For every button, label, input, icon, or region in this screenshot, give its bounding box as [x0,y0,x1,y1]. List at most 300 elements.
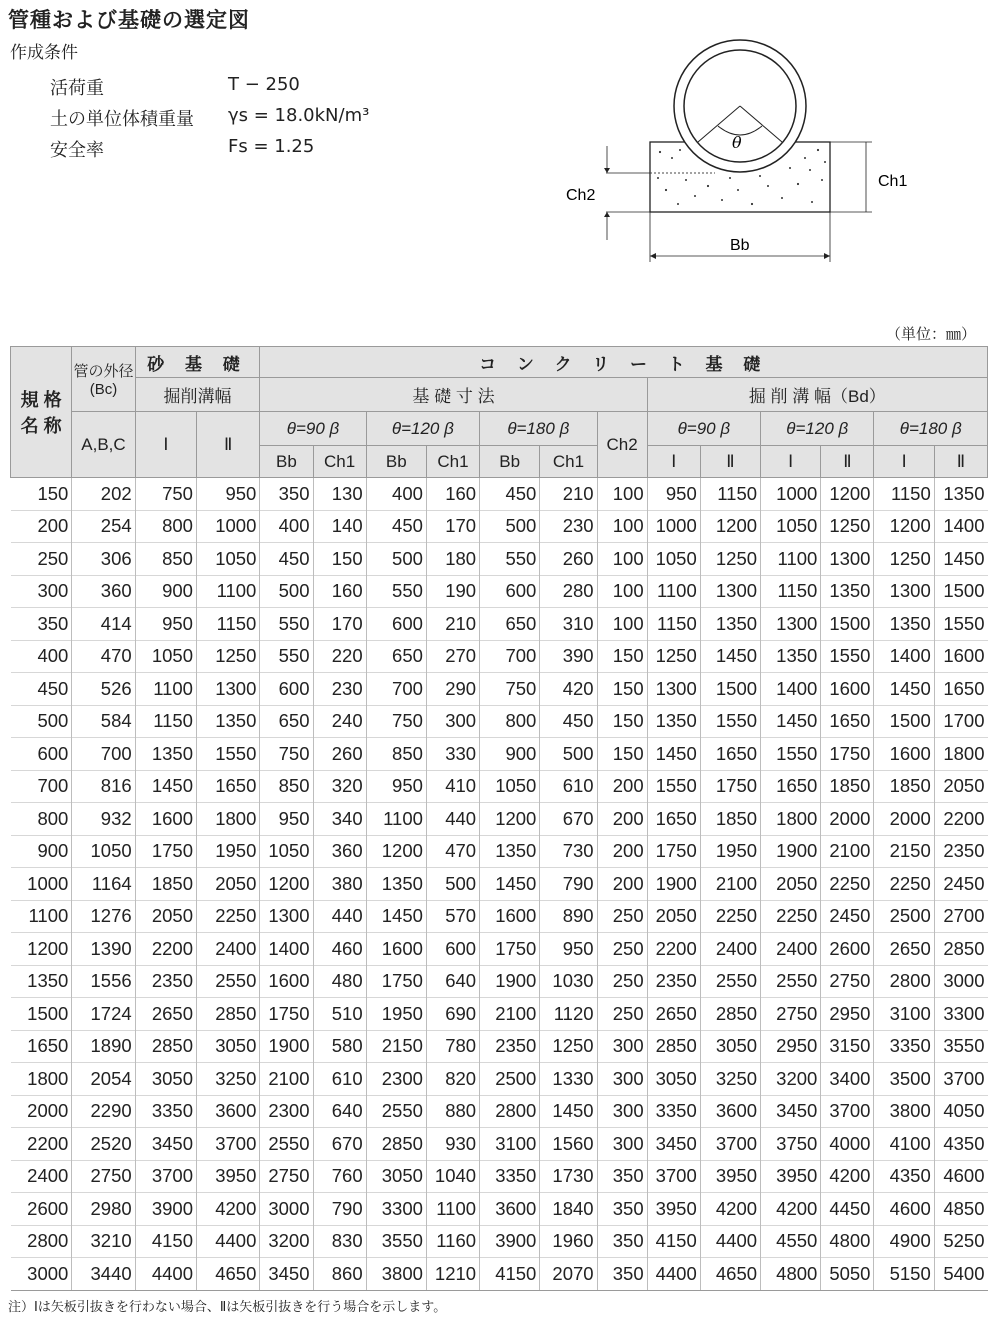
table-cell: 3050 [196,1030,259,1063]
table-cell: 390 [540,640,597,673]
table-cell: 240 [313,705,366,738]
table-cell: 450 [11,673,72,706]
table-cell: 4200 [821,1160,874,1193]
header-bd-theta180: θ=180 β [874,412,988,446]
table-cell: 790 [540,868,597,901]
table-cell: 3550 [934,1030,987,1063]
table-cell: 2850 [196,998,259,1031]
condition-label-unit-weight: 土の単位体積重量 [50,109,194,130]
table-cell: 2400 [700,933,760,966]
table-row [11,900,988,933]
table-cell: 280 [540,575,597,608]
table-row [11,1128,988,1161]
table-cell: 1150 [135,705,196,738]
table-cell: 850 [135,543,196,576]
header-sand-i: Ⅰ [135,412,196,478]
table-row [11,705,988,738]
table-cell: 4600 [934,1160,987,1193]
table-cell: 550 [260,640,313,673]
table-cell: 3400 [821,1063,874,1096]
table-cell: 700 [480,640,540,673]
table-cell: 1850 [821,770,874,803]
table-cell: 1150 [196,608,259,641]
header-bd-90-ii: Ⅱ [700,446,760,478]
table-cell: 400 [366,478,426,511]
table-row [11,770,988,803]
table-cell: 1300 [260,900,313,933]
table-cell: 1750 [821,738,874,771]
table-cell: 1300 [196,673,259,706]
table-cell: 4200 [700,1193,760,1226]
table-cell: 1050 [196,543,259,576]
table-cell: 1700 [934,705,987,738]
header-sand-foundation: 砂 基 礎 [135,347,260,378]
table-cell: 950 [135,608,196,641]
table-cell: 2100 [821,835,874,868]
table-cell: 1600 [480,900,540,933]
table-cell: 1900 [647,868,700,901]
table-cell: 4150 [647,1225,700,1258]
table-cell: 190 [426,575,479,608]
conditions-heading: 作成条件 [10,43,78,63]
table-cell: 3000 [934,965,987,998]
table-cell: 3800 [366,1258,426,1291]
table-cell: 3350 [135,1095,196,1128]
table-cell: 1100 [647,575,700,608]
table-cell: 1400 [761,673,821,706]
table-cell: 210 [426,608,479,641]
table-cell: 4450 [821,1193,874,1226]
table-row [11,1030,988,1063]
table-cell: 1550 [196,738,259,771]
table-cell: 1550 [934,608,987,641]
table-cell: 250 [597,965,647,998]
table-cell: 1250 [874,543,934,576]
table-cell: 3900 [480,1225,540,1258]
foundation-cross-section-diagram [560,40,908,270]
table-cell: 210 [540,478,597,511]
table-cell: 1650 [821,705,874,738]
header-ch1-120: Ch1 [426,446,479,478]
table-cell: 1100 [11,900,72,933]
table-cell: 2050 [135,900,196,933]
table-cell: 1800 [761,803,821,836]
table-cell: 760 [313,1160,366,1193]
table-cell: 500 [366,543,426,576]
table-cell: 300 [597,1030,647,1063]
table-cell: 2650 [647,998,700,1031]
table-cell: 2950 [821,998,874,1031]
table-cell: 950 [196,478,259,511]
table-cell: 2550 [196,965,259,998]
table-cell: 1250 [196,640,259,673]
table-row [11,998,988,1031]
footnote: 注）Ⅰは矢板引抜きを行わない場合、Ⅱは矢板引抜きを行う場合を示します。 [8,1300,447,1315]
table-cell: 650 [260,705,313,738]
table-cell: 3200 [260,1225,313,1258]
table-cell: 510 [313,998,366,1031]
table-cell: 350 [597,1258,647,1291]
table-cell: 1276 [72,900,135,933]
condition-value-safety-factor: Fs = 1.25 [228,136,315,157]
table-row [11,1193,988,1226]
table-cell: 2850 [647,1030,700,1063]
table-cell: 1450 [366,900,426,933]
table-cell: 1400 [934,510,987,543]
table-cell: 2250 [761,900,821,933]
table-cell: 1000 [647,510,700,543]
table-row [11,933,988,966]
table-cell: 250 [597,933,647,966]
table-cell: 420 [540,673,597,706]
condition-label-safety-factor: 安全率 [50,140,104,161]
table-cell: 1000 [196,510,259,543]
table-row [11,1160,988,1193]
table-cell: 2550 [366,1095,426,1128]
table-cell: 526 [72,673,135,706]
table-cell: 600 [11,738,72,771]
table-cell: 170 [426,510,479,543]
table-cell: 1050 [260,835,313,868]
table-cell: 350 [11,608,72,641]
table-cell: 1850 [700,803,760,836]
table-cell: 3050 [135,1063,196,1096]
table-cell: 340 [313,803,366,836]
table-cell: 2290 [72,1095,135,1128]
table-cell: 1350 [480,835,540,868]
table-cell: 3450 [135,1128,196,1161]
table-cell: 1950 [196,835,259,868]
header-bd-180-i: Ⅰ [874,446,934,478]
table-cell: 380 [313,868,366,901]
bb-label: Bb [730,237,750,254]
table-cell: 1560 [540,1128,597,1161]
table-cell: 700 [72,738,135,771]
table-cell: 1200 [821,478,874,511]
table-cell: 570 [426,900,479,933]
table-cell: 1100 [426,1193,479,1226]
table-row [11,640,988,673]
table-cell: 4350 [934,1128,987,1161]
table-cell: 440 [426,803,479,836]
table-cell: 1350 [366,868,426,901]
table-cell: 950 [366,770,426,803]
table-cell: 4150 [135,1225,196,1258]
table-cell: 3150 [821,1030,874,1063]
table-cell: 440 [313,900,366,933]
table-cell: 730 [540,835,597,868]
table-cell: 1650 [761,770,821,803]
table-cell: 270 [426,640,479,673]
table-cell: 3440 [72,1258,135,1291]
header-ch2: Ch2 [597,412,647,478]
table-cell: 1390 [72,933,135,966]
table-cell: 500 [426,868,479,901]
table-cell: 1500 [821,608,874,641]
table-cell: 330 [426,738,479,771]
table-cell: 3750 [761,1128,821,1161]
table-cell: 230 [313,673,366,706]
table-cell: 1200 [260,868,313,901]
table-cell: 2850 [934,933,987,966]
table-cell: 3950 [700,1160,760,1193]
table-cell: 1850 [874,770,934,803]
table-cell: 3210 [72,1225,135,1258]
table-cell: 160 [313,575,366,608]
table-cell: 2450 [821,900,874,933]
header-bd-120-ii: Ⅱ [821,446,874,478]
table-cell: 1250 [700,543,760,576]
table-cell: 350 [597,1193,647,1226]
table-cell: 1450 [934,543,987,576]
table-cell: 1100 [366,803,426,836]
table-cell: 780 [426,1030,479,1063]
table-cell: 1120 [540,998,597,1031]
table-cell: 820 [426,1063,479,1096]
table-cell: 450 [540,705,597,738]
table-cell: 3500 [874,1063,934,1096]
table-cell: 300 [11,575,72,608]
table-cell: 400 [11,640,72,673]
table-cell: 2200 [11,1128,72,1161]
table-cell: 1350 [874,608,934,641]
table-cell: 1450 [540,1095,597,1128]
table-cell: 140 [313,510,366,543]
table-cell: 1450 [874,673,934,706]
table-cell: 1200 [366,835,426,868]
table-cell: 2070 [540,1258,597,1291]
table-row [11,803,988,836]
table-cell: 3350 [647,1095,700,1128]
table-cell: 1750 [135,835,196,868]
table-cell: 200 [11,510,72,543]
table-cell: 2650 [135,998,196,1031]
table-cell: 4400 [135,1258,196,1291]
header-trench-width-bd: 掘 削 溝 幅（Bd） [647,378,987,412]
table-cell: 100 [597,608,647,641]
table-cell: 1600 [366,933,426,966]
table-cell: 930 [426,1128,479,1161]
table-cell: 1200 [874,510,934,543]
table-cell: 750 [135,478,196,511]
table-cell: 2600 [821,933,874,966]
table-cell: 5400 [934,1258,987,1291]
table-cell: 1400 [260,933,313,966]
table-cell: 2300 [260,1095,313,1128]
table-cell: 1250 [540,1030,597,1063]
table-cell: 400 [260,510,313,543]
table-cell: 1450 [647,738,700,771]
table-cell: 3600 [196,1095,259,1128]
table-cell: 1100 [196,575,259,608]
table-cell: 290 [426,673,479,706]
table-cell: 550 [480,543,540,576]
table-cell: 250 [597,900,647,933]
table-cell: 816 [72,770,135,803]
table-cell: 690 [426,998,479,1031]
table-cell: 584 [72,705,135,738]
table-cell: 640 [426,965,479,998]
table-cell: 1750 [366,965,426,998]
table-cell: 150 [597,738,647,771]
table-cell: 1350 [135,738,196,771]
table-cell: 600 [366,608,426,641]
table-cell: 550 [260,608,313,641]
table-cell: 4650 [700,1258,760,1291]
table-cell: 830 [313,1225,366,1258]
table-cell: 2400 [11,1160,72,1193]
table-cell: 3550 [366,1225,426,1258]
table-cell: 600 [260,673,313,706]
table-cell: 1200 [480,803,540,836]
table-cell: 350 [597,1160,647,1193]
table-cell: 2200 [647,933,700,966]
table-cell: 160 [426,478,479,511]
table-cell: 2350 [934,835,987,868]
table-cell: 4600 [874,1193,934,1226]
table-cell: 580 [313,1030,366,1063]
table-cell: 750 [366,705,426,738]
table-cell: 950 [647,478,700,511]
table-cell: 2100 [260,1063,313,1096]
table-cell: 1450 [135,770,196,803]
table-cell: 3700 [821,1095,874,1128]
table-cell: 2700 [934,900,987,933]
table-cell: 4050 [934,1095,987,1128]
table-cell: 1600 [135,803,196,836]
table-row [11,835,988,868]
table-cell: 1300 [700,575,760,608]
condition-value-live-load: T − 250 [228,74,300,95]
table-cell: 1050 [480,770,540,803]
table-cell: 3800 [874,1095,934,1128]
table-cell: 4400 [647,1258,700,1291]
table-cell: 2200 [934,803,987,836]
header-ch1-180: Ch1 [540,446,597,478]
header-outer-dia: 管の外径 (Bc) [72,347,135,412]
header-abc: A,B,C [72,412,135,478]
table-cell: 1150 [761,575,821,608]
table-cell: 260 [313,738,366,771]
table-cell: 320 [313,770,366,803]
table-cell: 1300 [874,575,934,608]
header-bd-120-i: Ⅰ [761,446,821,478]
table-cell: 2850 [366,1128,426,1161]
table-cell: 4400 [196,1225,259,1258]
table-cell: 850 [366,738,426,771]
table-cell: 1100 [135,673,196,706]
table-cell: 890 [540,900,597,933]
table-cell: 900 [11,835,72,868]
table-row [11,510,988,543]
table-cell: 700 [11,770,72,803]
table-row [11,575,988,608]
table-cell: 460 [313,933,366,966]
table-cell: 3600 [480,1193,540,1226]
table-cell: 2350 [647,965,700,998]
table-cell: 1500 [700,673,760,706]
header-foundation-dims: 基 礎 寸 法 [260,378,647,412]
table-cell: 470 [72,640,135,673]
table-body [11,478,988,1291]
table-cell: 860 [313,1258,366,1291]
table-cell: 1330 [540,1063,597,1096]
table-cell: 360 [72,575,135,608]
table-cell: 670 [313,1128,366,1161]
table-cell: 1450 [761,705,821,738]
table-row [11,543,988,576]
table-cell: 2450 [934,868,987,901]
table-cell: 790 [313,1193,366,1226]
table-cell: 1750 [260,998,313,1031]
table-cell: 3700 [934,1063,987,1096]
table-cell: 1890 [72,1030,135,1063]
table-cell: 150 [11,478,72,511]
table-cell: 900 [135,575,196,608]
table-cell: 1730 [540,1160,597,1193]
table-cell: 2850 [700,998,760,1031]
header-bd-90-i: Ⅰ [647,446,700,478]
table-cell: 3700 [135,1160,196,1193]
table-cell: 2054 [72,1063,135,1096]
header-ch1-90: Ch1 [313,446,366,478]
table-cell: 2520 [72,1128,135,1161]
header-bd-theta120: θ=120 β [761,412,874,446]
table-cell: 1150 [874,478,934,511]
table-cell: 1250 [821,510,874,543]
table-cell: 2250 [821,868,874,901]
table-cell: 950 [260,803,313,836]
table-cell: 1550 [700,705,760,738]
table-cell: 3050 [366,1160,426,1193]
table-cell: 3250 [700,1063,760,1096]
table-cell: 4550 [761,1225,821,1258]
table-cell: 2850 [135,1030,196,1063]
condition-label-live-load: 活荷重 [50,78,104,99]
table-cell: 4200 [761,1193,821,1226]
table-cell: 1350 [934,478,987,511]
table-cell: 1450 [480,868,540,901]
table-cell: 4650 [196,1258,259,1291]
table-cell: 2750 [260,1160,313,1193]
table-cell: 2800 [11,1225,72,1258]
table-cell: 150 [597,673,647,706]
table-row [11,673,988,706]
table-cell: 1600 [874,738,934,771]
table-cell: 3700 [700,1128,760,1161]
table-cell: 2150 [366,1030,426,1063]
table-cell: 4000 [821,1128,874,1161]
header-theta180: θ=180 β [480,412,598,446]
table-cell: 3050 [700,1030,760,1063]
table-cell: 1000 [11,868,72,901]
table-cell: 1650 [934,673,987,706]
table-cell: 2050 [647,900,700,933]
table-cell: 2200 [135,933,196,966]
table-cell: 2250 [700,900,760,933]
pipe-foundation-table [10,346,988,1291]
table-cell: 3300 [366,1193,426,1226]
table-row [11,738,988,771]
table-cell: 350 [597,1225,647,1258]
table-cell: 3100 [874,998,934,1031]
table-cell: 1750 [700,770,760,803]
table-cell: 100 [597,478,647,511]
table-cell: 1300 [761,608,821,641]
table-cell: 2750 [761,998,821,1031]
table-cell: 1650 [700,738,760,771]
table-cell: 230 [540,510,597,543]
